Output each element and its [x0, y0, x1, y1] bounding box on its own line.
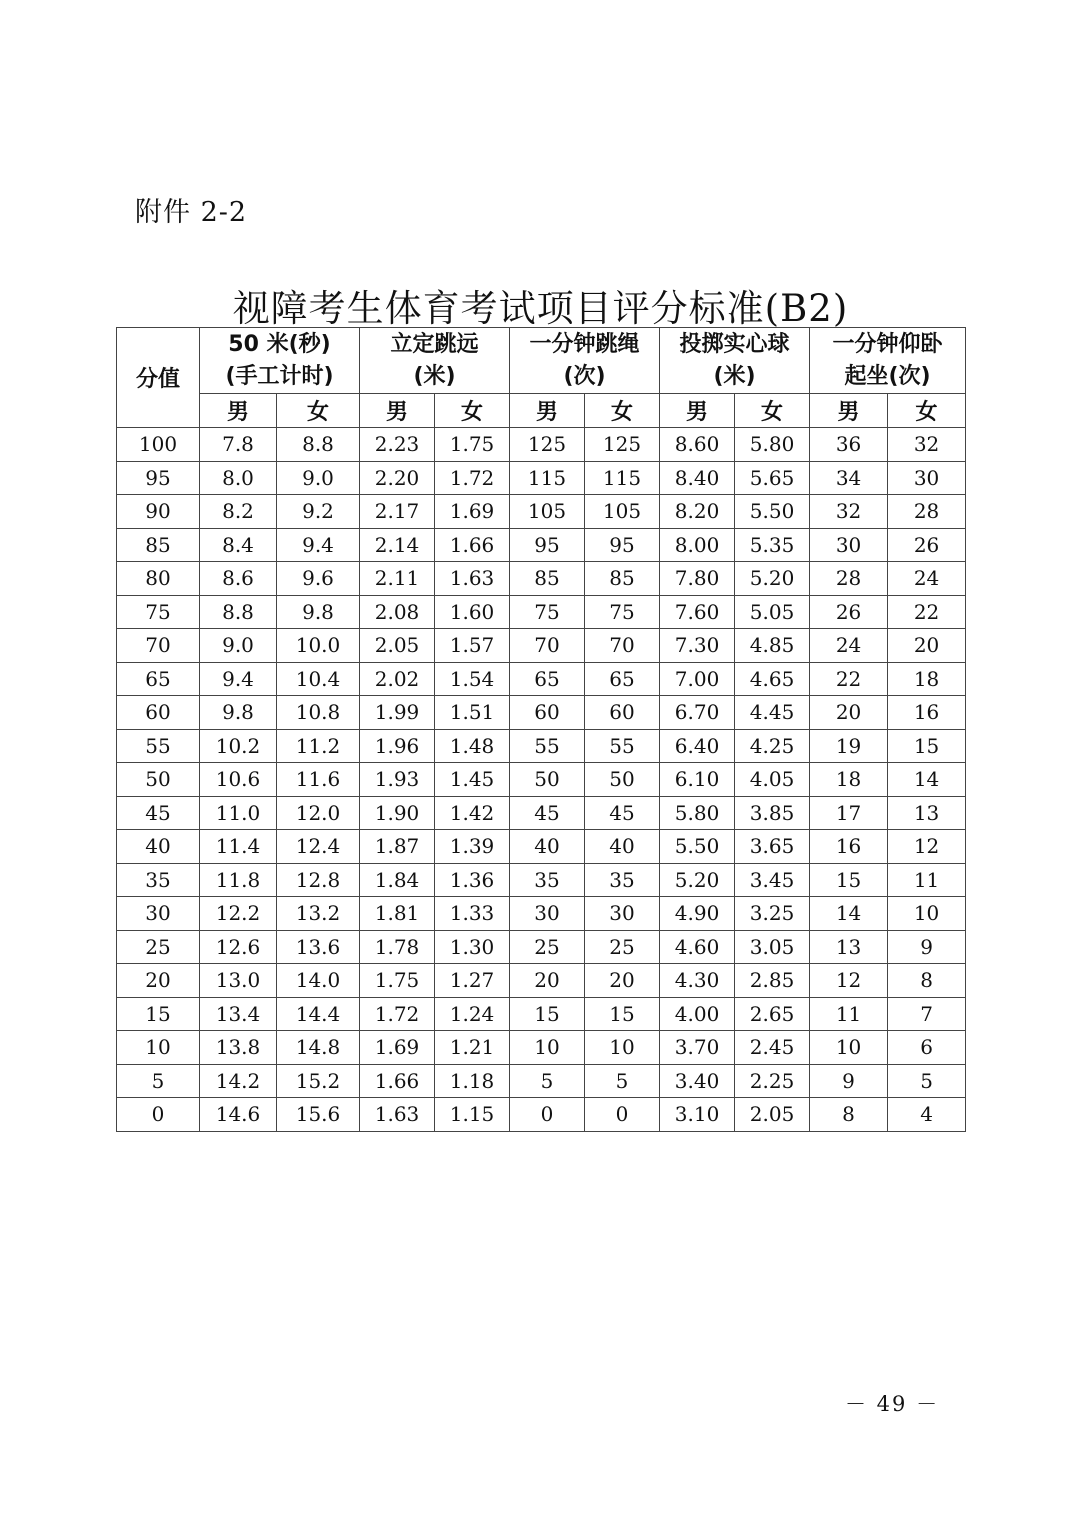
score-cell: 5 — [117, 1064, 200, 1098]
table-row — [117, 629, 966, 663]
table-cell: 35 — [585, 863, 660, 897]
table-cell: 13 — [810, 930, 888, 964]
table-cell: 3.10 — [660, 1098, 735, 1132]
table-cell: 17 — [810, 796, 888, 830]
table-cell: 6 — [888, 1031, 966, 1065]
table-row — [117, 461, 966, 495]
table-cell: 10.8 — [277, 696, 360, 730]
table-cell: 12.2 — [200, 897, 277, 931]
table-cell: 30 — [888, 461, 966, 495]
table-cell: 8.8 — [277, 428, 360, 462]
table-cell: 1.75 — [435, 428, 510, 462]
table-cell: 4.00 — [660, 997, 735, 1031]
score-cell: 10 — [117, 1031, 200, 1065]
table-cell: 40 — [585, 830, 660, 864]
table-cell: 15 — [585, 997, 660, 1031]
table-cell: 4 — [888, 1098, 966, 1132]
score-cell: 35 — [117, 863, 200, 897]
table-cell: 7.00 — [660, 662, 735, 696]
table-cell: 8.60 — [660, 428, 735, 462]
score-cell: 25 — [117, 930, 200, 964]
table-row — [117, 863, 966, 897]
table-cell: 5.05 — [735, 595, 810, 629]
table-cell: 1.36 — [435, 863, 510, 897]
table-cell: 45 — [585, 796, 660, 830]
table-row — [117, 1031, 966, 1065]
table-cell: 7.8 — [200, 428, 277, 462]
table-cell: 5.20 — [660, 863, 735, 897]
table-cell: 12.4 — [277, 830, 360, 864]
table-cell: 2.85 — [735, 964, 810, 998]
table-cell: 7.60 — [660, 595, 735, 629]
gender-header-female: 女 — [735, 394, 810, 428]
score-cell: 90 — [117, 495, 200, 529]
table-row — [117, 1064, 966, 1098]
table-cell: 13.2 — [277, 897, 360, 931]
score-cell: 95 — [117, 461, 200, 495]
table-row — [117, 428, 966, 462]
table-cell: 1.75 — [360, 964, 435, 998]
table-cell: 4.65 — [735, 662, 810, 696]
table-row — [117, 964, 966, 998]
item-header-line2: (米) — [413, 363, 456, 389]
table-cell: 3.05 — [735, 930, 810, 964]
table-cell: 8.00 — [660, 528, 735, 562]
table-cell: 1.45 — [435, 763, 510, 797]
table-cell: 65 — [585, 662, 660, 696]
table-cell: 50 — [510, 763, 585, 797]
table-cell: 3.85 — [735, 796, 810, 830]
table-cell: 9.0 — [277, 461, 360, 495]
table-cell: 8.0 — [200, 461, 277, 495]
table-cell: 13 — [888, 796, 966, 830]
table-cell: 60 — [510, 696, 585, 730]
table-cell: 2.08 — [360, 595, 435, 629]
table-cell: 9.8 — [200, 696, 277, 730]
table-cell: 1.93 — [360, 763, 435, 797]
table-cell: 2.20 — [360, 461, 435, 495]
table-cell: 35 — [510, 863, 585, 897]
table-cell: 1.63 — [360, 1098, 435, 1132]
table-cell: 1.30 — [435, 930, 510, 964]
table-cell: 5.20 — [735, 562, 810, 596]
table-cell: 115 — [510, 461, 585, 495]
score-cell: 15 — [117, 997, 200, 1031]
table-cell: 11 — [888, 863, 966, 897]
table-cell: 13.0 — [200, 964, 277, 998]
table-body — [117, 428, 966, 1132]
table-cell: 75 — [585, 595, 660, 629]
table-cell: 1.48 — [435, 729, 510, 763]
table-cell: 7.80 — [660, 562, 735, 596]
item-header-sit-ups — [810, 328, 966, 394]
table-cell: 28 — [888, 495, 966, 529]
table-cell: 1.99 — [360, 696, 435, 730]
table-cell: 12.6 — [200, 930, 277, 964]
table-cell: 1.15 — [435, 1098, 510, 1132]
table-cell: 24 — [888, 562, 966, 596]
table-cell: 115 — [585, 461, 660, 495]
table-cell: 105 — [510, 495, 585, 529]
table-cell: 20 — [810, 696, 888, 730]
table-cell: 5 — [888, 1064, 966, 1098]
table-cell: 1.42 — [435, 796, 510, 830]
table-cell: 1.33 — [435, 897, 510, 931]
table-cell: 15 — [810, 863, 888, 897]
score-cell: 85 — [117, 528, 200, 562]
gender-header-female: 女 — [277, 394, 360, 428]
table-row — [117, 528, 966, 562]
table-cell: 6.70 — [660, 696, 735, 730]
table-row — [117, 562, 966, 596]
table-cell: 40 — [510, 830, 585, 864]
item-header-line2: (米) — [713, 363, 756, 389]
table-cell: 8 — [810, 1098, 888, 1132]
table-cell: 60 — [585, 696, 660, 730]
table-cell: 30 — [510, 897, 585, 931]
item-header-line1: 投掷实心球 — [679, 331, 790, 357]
table-cell: 1.81 — [360, 897, 435, 931]
table-cell: 1.27 — [435, 964, 510, 998]
item-header-rope-skipping — [510, 328, 660, 394]
table-cell: 14 — [888, 763, 966, 797]
score-cell: 80 — [117, 562, 200, 596]
table-cell: 85 — [585, 562, 660, 596]
score-cell: 20 — [117, 964, 200, 998]
table-cell: 5.80 — [735, 428, 810, 462]
item-header-line2: (手工计时) — [225, 363, 334, 389]
score-column-header: 分值 — [117, 328, 200, 428]
table-cell: 12 — [888, 830, 966, 864]
table-cell: 4.85 — [735, 629, 810, 663]
table-cell: 14.8 — [277, 1031, 360, 1065]
score-cell: 0 — [117, 1098, 200, 1132]
table-cell: 85 — [510, 562, 585, 596]
table-cell: 1.72 — [360, 997, 435, 1031]
table-cell: 9.8 — [277, 595, 360, 629]
score-cell: 45 — [117, 796, 200, 830]
table-cell: 9.6 — [277, 562, 360, 596]
table-cell: 5.50 — [660, 830, 735, 864]
table-cell: 2.11 — [360, 562, 435, 596]
scoring-table — [116, 327, 966, 1132]
table-cell: 12.8 — [277, 863, 360, 897]
table-row — [117, 662, 966, 696]
table-cell: 1.54 — [435, 662, 510, 696]
table-cell: 25 — [585, 930, 660, 964]
gender-header-female: 女 — [585, 394, 660, 428]
table-cell: 11 — [810, 997, 888, 1031]
table-cell: 2.02 — [360, 662, 435, 696]
table-cell: 50 — [585, 763, 660, 797]
table-cell: 4.60 — [660, 930, 735, 964]
table-cell: 9.4 — [277, 528, 360, 562]
table-cell: 1.84 — [360, 863, 435, 897]
table-cell: 14.6 — [200, 1098, 277, 1132]
table-cell: 10.2 — [200, 729, 277, 763]
table-cell: 45 — [510, 796, 585, 830]
table-row — [117, 930, 966, 964]
table-cell: 8.4 — [200, 528, 277, 562]
table-cell: 30 — [585, 897, 660, 931]
table-cell: 32 — [810, 495, 888, 529]
table-cell: 3.45 — [735, 863, 810, 897]
attachment-label: 附件 2-2 — [135, 197, 248, 228]
table-cell: 14 — [810, 897, 888, 931]
table-cell: 6.40 — [660, 729, 735, 763]
table-cell: 2.14 — [360, 528, 435, 562]
table-row — [117, 763, 966, 797]
table-cell: 2.23 — [360, 428, 435, 462]
table-cell: 14.4 — [277, 997, 360, 1031]
table-row — [117, 696, 966, 730]
score-cell: 60 — [117, 696, 200, 730]
table-cell: 22 — [888, 595, 966, 629]
item-header-standing-long-jump — [360, 328, 510, 394]
table-cell: 2.17 — [360, 495, 435, 529]
table-row — [117, 595, 966, 629]
table-cell: 1.69 — [360, 1031, 435, 1065]
table-cell: 8.8 — [200, 595, 277, 629]
item-header-line1: 一分钟仰卧 — [832, 331, 943, 357]
score-cell: 65 — [117, 662, 200, 696]
table-cell: 10.4 — [277, 662, 360, 696]
table-row — [117, 997, 966, 1031]
table-cell: 12.0 — [277, 796, 360, 830]
table-cell: 16 — [888, 696, 966, 730]
table-cell: 36 — [810, 428, 888, 462]
table-cell: 30 — [810, 528, 888, 562]
table-cell: 8.6 — [200, 562, 277, 596]
table-cell: 24 — [810, 629, 888, 663]
table-cell: 55 — [585, 729, 660, 763]
item-header-line2: (次) — [563, 363, 606, 389]
table-cell: 1.66 — [435, 528, 510, 562]
table-cell: 95 — [510, 528, 585, 562]
table-cell: 13.4 — [200, 997, 277, 1031]
table-cell: 10 — [888, 897, 966, 931]
table-row — [117, 1098, 966, 1132]
table-cell: 5.65 — [735, 461, 810, 495]
table-cell: 5 — [510, 1064, 585, 1098]
table-cell: 1.39 — [435, 830, 510, 864]
table-cell: 0 — [510, 1098, 585, 1132]
table-cell: 4.05 — [735, 763, 810, 797]
table-cell: 14.2 — [200, 1064, 277, 1098]
table-cell: 0 — [585, 1098, 660, 1132]
table-cell: 4.25 — [735, 729, 810, 763]
table-cell: 26 — [888, 528, 966, 562]
table-cell: 12 — [810, 964, 888, 998]
table-row — [117, 830, 966, 864]
table-cell: 1.66 — [360, 1064, 435, 1098]
table-cell: 4.30 — [660, 964, 735, 998]
table-cell: 1.60 — [435, 595, 510, 629]
table-cell: 20 — [888, 629, 966, 663]
table-cell: 10.6 — [200, 763, 277, 797]
table-cell: 8.2 — [200, 495, 277, 529]
table-cell: 2.45 — [735, 1031, 810, 1065]
table-cell: 65 — [510, 662, 585, 696]
table-cell: 8.40 — [660, 461, 735, 495]
table-cell: 26 — [810, 595, 888, 629]
table-cell: 10 — [510, 1031, 585, 1065]
table-cell: 8 — [888, 964, 966, 998]
item-header-50m — [200, 328, 360, 394]
table-cell: 16 — [810, 830, 888, 864]
table-cell: 5.50 — [735, 495, 810, 529]
table-cell: 9 — [888, 930, 966, 964]
table-cell: 7 — [888, 997, 966, 1031]
table-cell: 14.0 — [277, 964, 360, 998]
table-cell: 32 — [888, 428, 966, 462]
table-cell: 10.0 — [277, 629, 360, 663]
table-cell: 3.65 — [735, 830, 810, 864]
table-cell: 19 — [810, 729, 888, 763]
table-cell: 10 — [585, 1031, 660, 1065]
table-cell: 70 — [585, 629, 660, 663]
table-cell: 2.25 — [735, 1064, 810, 1098]
table-cell: 20 — [585, 964, 660, 998]
table-cell: 1.57 — [435, 629, 510, 663]
score-cell: 70 — [117, 629, 200, 663]
table-cell: 1.72 — [435, 461, 510, 495]
table-cell: 11.8 — [200, 863, 277, 897]
table-cell: 5.80 — [660, 796, 735, 830]
table-cell: 5.35 — [735, 528, 810, 562]
table-cell: 11.2 — [277, 729, 360, 763]
table-cell: 34 — [810, 461, 888, 495]
table-cell: 75 — [510, 595, 585, 629]
table-cell: 95 — [585, 528, 660, 562]
table-cell: 3.70 — [660, 1031, 735, 1065]
table-row — [117, 897, 966, 931]
table-cell: 28 — [810, 562, 888, 596]
table-cell: 1.96 — [360, 729, 435, 763]
score-cell: 40 — [117, 830, 200, 864]
table-cell: 1.24 — [435, 997, 510, 1031]
score-cell: 55 — [117, 729, 200, 763]
table-cell: 22 — [810, 662, 888, 696]
table-cell: 1.51 — [435, 696, 510, 730]
table-row — [117, 495, 966, 529]
item-header-line2: 起坐(次) — [844, 363, 931, 389]
gender-header-female: 女 — [888, 394, 966, 428]
table-cell: 5 — [585, 1064, 660, 1098]
table-cell: 15 — [510, 997, 585, 1031]
table-cell: 4.45 — [735, 696, 810, 730]
table-cell: 1.87 — [360, 830, 435, 864]
table-cell: 1.90 — [360, 796, 435, 830]
table-cell: 4.90 — [660, 897, 735, 931]
table-cell: 13.8 — [200, 1031, 277, 1065]
table-cell: 125 — [585, 428, 660, 462]
gender-header-male: 男 — [810, 394, 888, 428]
gender-header-male: 男 — [360, 394, 435, 428]
table-cell: 9.2 — [277, 495, 360, 529]
table-cell: 9.4 — [200, 662, 277, 696]
table-cell: 11.4 — [200, 830, 277, 864]
table-cell: 10 — [810, 1031, 888, 1065]
table-row — [117, 796, 966, 830]
table-cell: 1.63 — [435, 562, 510, 596]
table-cell: 3.25 — [735, 897, 810, 931]
table-cell: 9.0 — [200, 629, 277, 663]
document-title: 视障考生体育考试项目评分标准(B2) — [232, 287, 849, 330]
table-cell: 15.2 — [277, 1064, 360, 1098]
table-cell: 9 — [810, 1064, 888, 1098]
table-cell: 3.40 — [660, 1064, 735, 1098]
table-cell: 70 — [510, 629, 585, 663]
table-cell: 11.6 — [277, 763, 360, 797]
table-row — [117, 729, 966, 763]
table-cell: 18 — [888, 662, 966, 696]
item-header-line1: 一分钟跳绳 — [529, 331, 640, 357]
gender-header-male: 男 — [660, 394, 735, 428]
gender-header-male: 男 — [510, 394, 585, 428]
table-cell: 1.21 — [435, 1031, 510, 1065]
score-cell: 100 — [117, 428, 200, 462]
table-cell: 2.05 — [360, 629, 435, 663]
item-header-medicine-ball — [660, 328, 810, 394]
item-header-line1: 50 米(秒) — [228, 331, 331, 357]
page-number: － 49 － — [845, 1392, 940, 1416]
table-cell: 1.69 — [435, 495, 510, 529]
table-cell: 18 — [810, 763, 888, 797]
table-cell: 2.65 — [735, 997, 810, 1031]
score-cell: 50 — [117, 763, 200, 797]
gender-header-female: 女 — [435, 394, 510, 428]
score-cell: 30 — [117, 897, 200, 931]
table-cell: 13.6 — [277, 930, 360, 964]
table-cell: 6.10 — [660, 763, 735, 797]
table-cell: 20 — [510, 964, 585, 998]
table-cell: 11.0 — [200, 796, 277, 830]
table-cell: 15.6 — [277, 1098, 360, 1132]
table-cell: 8.20 — [660, 495, 735, 529]
table-cell: 55 — [510, 729, 585, 763]
table-cell: 1.18 — [435, 1064, 510, 1098]
score-cell: 75 — [117, 595, 200, 629]
table-cell: 7.30 — [660, 629, 735, 663]
table-cell: 25 — [510, 930, 585, 964]
table-cell: 15 — [888, 729, 966, 763]
table-cell: 105 — [585, 495, 660, 529]
item-header-line1: 立定跳远 — [390, 331, 479, 357]
gender-header-male: 男 — [200, 394, 277, 428]
table-cell: 1.78 — [360, 930, 435, 964]
table-cell: 125 — [510, 428, 585, 462]
table-cell: 2.05 — [735, 1098, 810, 1132]
